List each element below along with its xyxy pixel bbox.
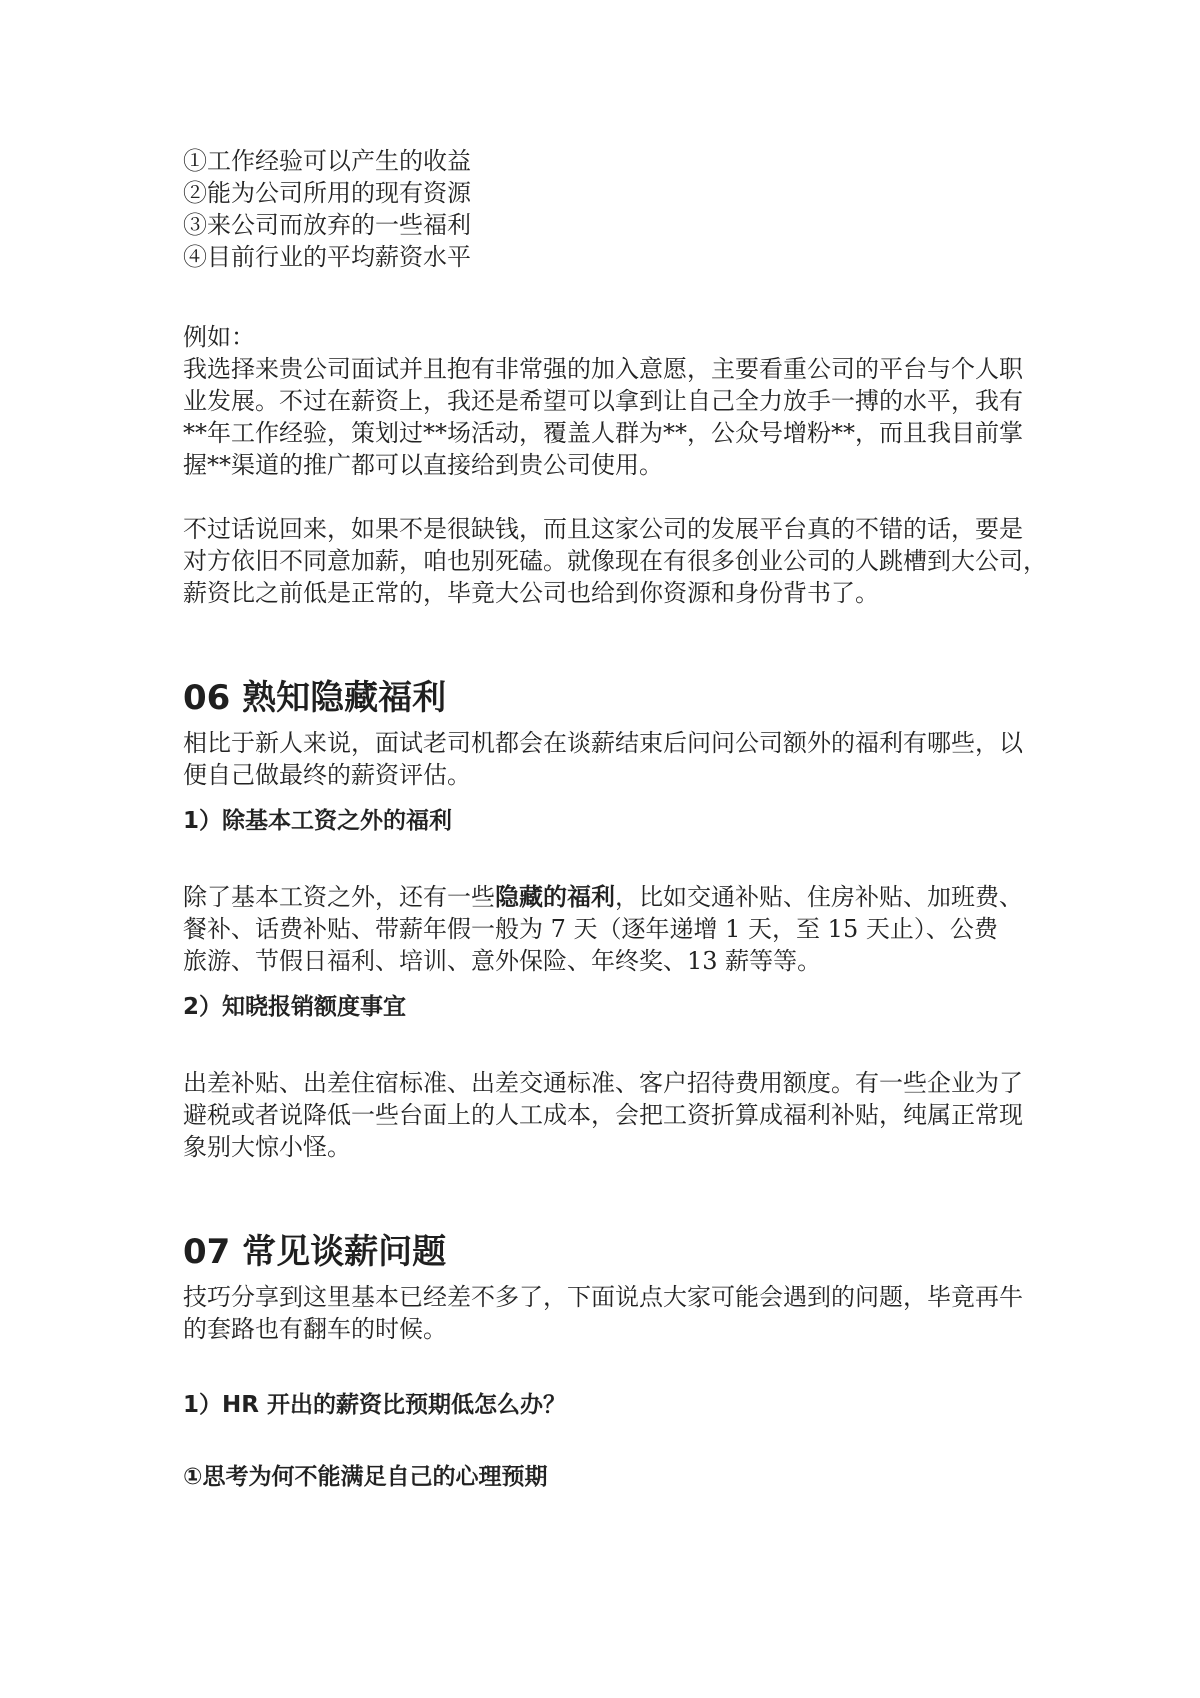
subheading: 1）HR 开出的薪资比预期低怎么办？ [183,1392,566,1418]
section-heading-06: 06 熟知隐藏福利 [183,678,447,718]
spacer [183,609,1033,675]
paragraph-line: 的套路也有翻车的时候。 [183,1315,447,1343]
paragraph-line: 不过话说回来，如果不是很缺钱，而且这家公司的发展平台真的不错的话，要是 [183,515,1023,543]
paragraph-line: 出差补贴、出差住宿标准、出差交通标准、客户招待费用额度。有一些企业为了 [183,1069,1023,1097]
paragraph-line: 相比于新人来说，面试老司机都会在谈薪结束后问问公司额外的福利有哪些，以 [183,729,1023,757]
section-heading-07: 07 常见谈薪问题 [183,1232,447,1272]
paragraph-line: 对方依旧不同意加薪，咱也别死磕。就像现在有很多创业公司的人跳槽到大公司， [183,547,1047,575]
spacer [183,1163,1033,1229]
list-item: ②能为公司所用的现有资源 [183,179,471,207]
paragraph-line: 技巧分享到这里基本已经差不多了，下面说点大家可能会遇到的问题，毕竟再牛 [183,1283,1023,1311]
subheading: 1）除基本工资之外的福利 [183,808,453,834]
paragraph-line: 餐补、话费补贴、带薪年假一般为 7 天（逐年递增 1 天，至 15 天止）、公费 [183,915,998,943]
list-item: ④目前行业的平均薪资水平 [183,243,471,271]
paragraph-line: 业发展。不过在薪资上，我还是希望可以拿到让自己全力放手一搏的水平，我有 [183,387,1023,415]
paragraph-line: 旅游、节假日福利、培训、意外保险、年终奖、13 薪等等。 [183,947,822,975]
list-item: ③来公司而放弃的一些福利 [183,211,471,239]
paragraph-line: 薪资比之前低是正常的，毕竟大公司也给到你资源和身份背书了。 [183,579,879,607]
paragraph-line: 我选择来贵公司面试并且抱有非常强的加入意愿，主要看重公司的平台与个人职 [183,355,1023,383]
text-span: 除了基本工资之外，还有一些 [183,883,495,911]
subheading: ①思考为何不能满足自己的心理预期 [183,1464,548,1490]
subheading: 2）知晓报销额度事宜 [183,994,407,1020]
paragraph-line [183,881,1033,913]
spacer [183,273,1033,321]
paragraph-line: 避税或者说降低一些台面上的人工成本，会把工资折算成福利补贴，纯属正常现 [183,1101,1023,1129]
emphasis-text: 隐藏的福利 [495,882,615,911]
paragraph-line: **年工作经验，策划过**场活动，覆盖人群为**，公众号增粉**，而且我目前掌 [183,419,1023,447]
text-span: ，比如交通补贴、住房补贴、加班费、 [615,883,1023,911]
list-item: ①工作经验可以产生的收益 [183,147,471,175]
paragraph-line: 便自己做最终的薪资评估。 [183,761,471,789]
paragraph-line: 握**渠道的推广都可以直接给到贵公司使用。 [183,451,663,479]
paragraph-line: 象别大惊小怪。 [183,1133,351,1161]
page-content [183,145,1047,1493]
spacer [183,481,1033,513]
example-label: 例如： [183,323,255,351]
